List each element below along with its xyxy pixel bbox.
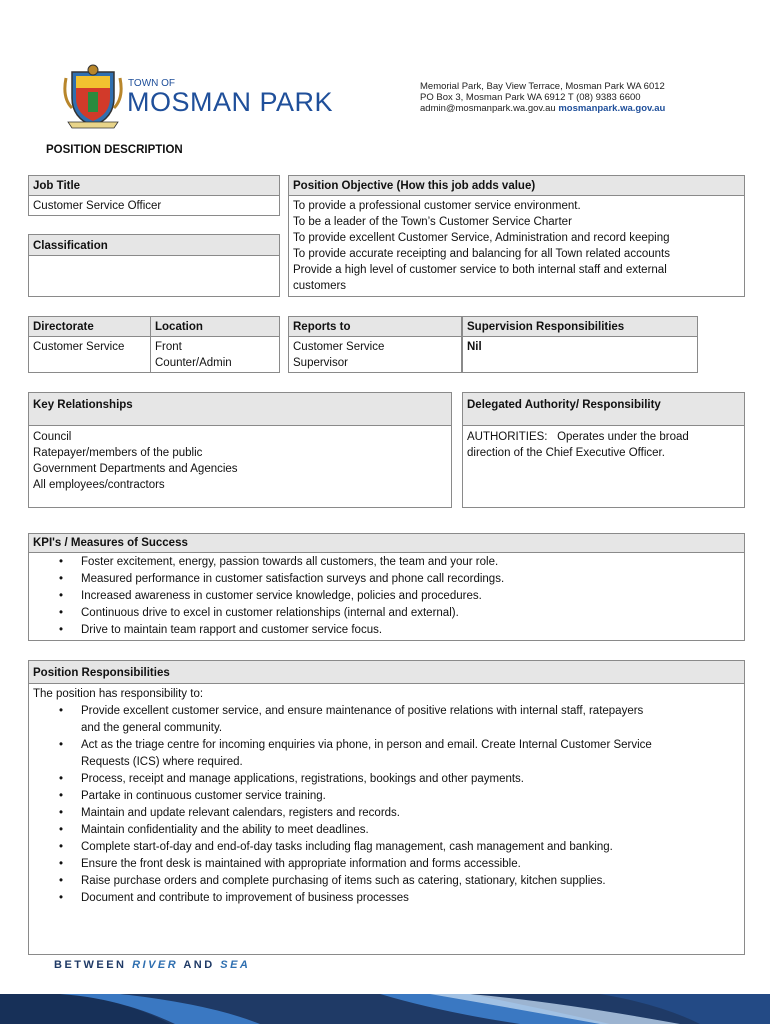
delegated-line: direction of the Chief Executive Officer. [467, 447, 665, 459]
responsibility-text: Process, receipt and manage applications, registrations, bookings and other payments. [81, 773, 525, 785]
reports-to-value [288, 336, 462, 373]
reports-to-line: Supervisor [293, 357, 348, 369]
bullet-icon: • [59, 773, 64, 785]
kpi-text: Increased awareness in customer service knowledge, policies and procedures. [81, 590, 482, 602]
objective-line: Provide a high level of customer service to both internal staff and external [293, 264, 667, 276]
tagline-word: SEA [220, 959, 251, 971]
bullet-icon: • [59, 790, 64, 802]
supervision-value: Nil [462, 336, 698, 373]
bullet-icon: • [59, 892, 64, 904]
responsibility-text: and the general community. [81, 722, 223, 734]
relationship-line: Council [33, 431, 72, 443]
bullet-icon: • [59, 858, 64, 870]
brand-name: MOSMAN PARK [127, 87, 334, 117]
footer-wave-band [0, 994, 770, 1024]
responsibility-item [59, 737, 740, 771]
reports-to-line: Customer Service [293, 341, 385, 353]
objective-line: To provide accurate receipting and balancing for all Town related accounts [293, 248, 670, 260]
bullet-icon: • [59, 705, 64, 717]
responsibility-item [59, 771, 740, 788]
location-line: Counter/Admin [155, 357, 232, 369]
responsibility-text: Raise purchase orders and complete purchasing of items such as catering, stationary, kitchen supplies. [81, 875, 606, 887]
location-header: Location [150, 316, 280, 337]
delegated-authority-body [462, 425, 745, 508]
key-relationships-header: Key Relationships [28, 392, 452, 426]
responsibility-text: Provide excellent customer service, and ensure maintenance of positive relations with internal staff, ratepayers [81, 705, 644, 717]
bullet-icon: • [59, 607, 64, 619]
delegated-line: AUTHORITIES: Operates under the broad [467, 431, 689, 443]
website-link[interactable]: mosmanpark.wa.gov.au [558, 103, 666, 114]
responsibility-item [59, 822, 740, 839]
responsibility-item [59, 856, 740, 873]
kpi-item [59, 605, 740, 622]
reports-to-header: Reports to [288, 316, 462, 337]
email-link[interactable]: admin@mosmanpark.wa.gov.au [420, 103, 556, 114]
bullet-icon: • [59, 841, 64, 853]
tagline-word: RIVER [132, 959, 179, 971]
kpi-item [59, 622, 740, 639]
bullet-icon: • [59, 807, 64, 819]
classification-value [28, 255, 280, 297]
directorate-header: Directorate [28, 316, 151, 337]
kpi-header: KPI's / Measures of Success [28, 533, 745, 553]
town-of-label: TOWN OF [128, 78, 176, 89]
relationship-line: All employees/contractors [33, 479, 165, 491]
objective-line: To provide a professional customer service environment. [293, 200, 581, 212]
classification-header: Classification [28, 234, 280, 256]
kpi-text: Continuous drive to excel in customer relationships (internal and external). [81, 607, 459, 619]
responsibility-item [59, 873, 740, 890]
responsibility-text: Act as the triage centre for incoming enquiries via phone, in person and email. Create Internal Customer Service [81, 739, 652, 751]
town-crest-logo [62, 64, 124, 130]
location-value [150, 336, 280, 373]
kpi-item [59, 571, 740, 588]
supervision-header: Supervision Responsibilities [462, 316, 698, 337]
kpi-item [59, 588, 740, 605]
responsibility-text: Document and contribute to improvement of business processes [81, 892, 409, 904]
responsibility-text: Ensure the front desk is maintained with appropriate information and forms accessible. [81, 858, 521, 870]
responsibilities-intro: The position has responsibility to: [33, 688, 204, 700]
kpi-text: Measured performance in customer satisfaction surveys and phone call recordings. [81, 573, 505, 585]
bullet-icon: • [59, 824, 64, 836]
responsibility-text: Partake in continuous customer service training. [81, 790, 326, 802]
responsibility-text: Maintain and update relevant calendars, registers and records. [81, 807, 400, 819]
bullet-icon: • [59, 556, 64, 568]
job-title-value: Customer Service Officer [28, 195, 280, 216]
responsibility-item [59, 890, 740, 907]
responsibility-item [59, 839, 740, 856]
key-relationships-body [28, 425, 452, 508]
delegated-authority-header: Delegated Authority/ Responsibility [462, 392, 745, 426]
directorate-value: Customer Service [28, 336, 151, 373]
relationship-line: Government Departments and Agencies [33, 463, 238, 475]
bullet-icon: • [59, 624, 64, 636]
kpi-text: Drive to maintain team rapport and customer service focus. [81, 624, 383, 636]
responsibility-text: Maintain confidentiality and the ability to meet deadlines. [81, 824, 369, 836]
responsibilities-list [33, 703, 740, 907]
objective-line: customers [293, 280, 347, 292]
bullet-icon: • [59, 739, 64, 751]
tagline-word: BETWEEN [54, 959, 127, 971]
responsibility-item [59, 788, 740, 805]
responsibilities-body [28, 683, 745, 955]
contact-line-3 [420, 103, 720, 114]
address-line-2: PO Box 3, Mosman Park WA 6912 T (08) 9383 6600 [420, 92, 641, 103]
objective-header: Position Objective (How this job adds value) [288, 175, 745, 196]
location-line: Front [155, 341, 182, 353]
bullet-icon: • [59, 590, 64, 602]
responsibilities-header: Position Responsibilities [28, 660, 745, 684]
objective-line: To provide excellent Customer Service, Administration and record keeping [293, 232, 670, 244]
responsibility-text: Requests (ICS) where required. [81, 756, 243, 768]
relationship-line: Ratepayer/members of the public [33, 447, 203, 459]
kpi-body [28, 552, 745, 641]
document-title: POSITION DESCRIPTION [46, 144, 183, 156]
responsibility-item [59, 703, 740, 737]
kpi-text: Foster excitement, energy, passion towards all customers, the team and your role. [81, 556, 499, 568]
objective-body [288, 195, 745, 297]
tagline-word: AND [183, 959, 215, 971]
responsibility-item [59, 805, 740, 822]
kpi-item [59, 554, 740, 571]
bullet-icon: • [59, 573, 64, 585]
address-line-1: Memorial Park, Bay View Terrace, Mosman Park WA 6012 [420, 81, 665, 92]
footer-tagline [54, 959, 250, 971]
responsibility-text: Complete start-of-day and end-of-day tasks including flag management, cash management and banking. [81, 841, 613, 853]
bullet-icon: • [59, 875, 64, 887]
job-title-header: Job Title [28, 175, 280, 196]
objective-line: To be a leader of the Town’s Customer Service Charter [293, 216, 572, 228]
contact-block [420, 81, 720, 114]
